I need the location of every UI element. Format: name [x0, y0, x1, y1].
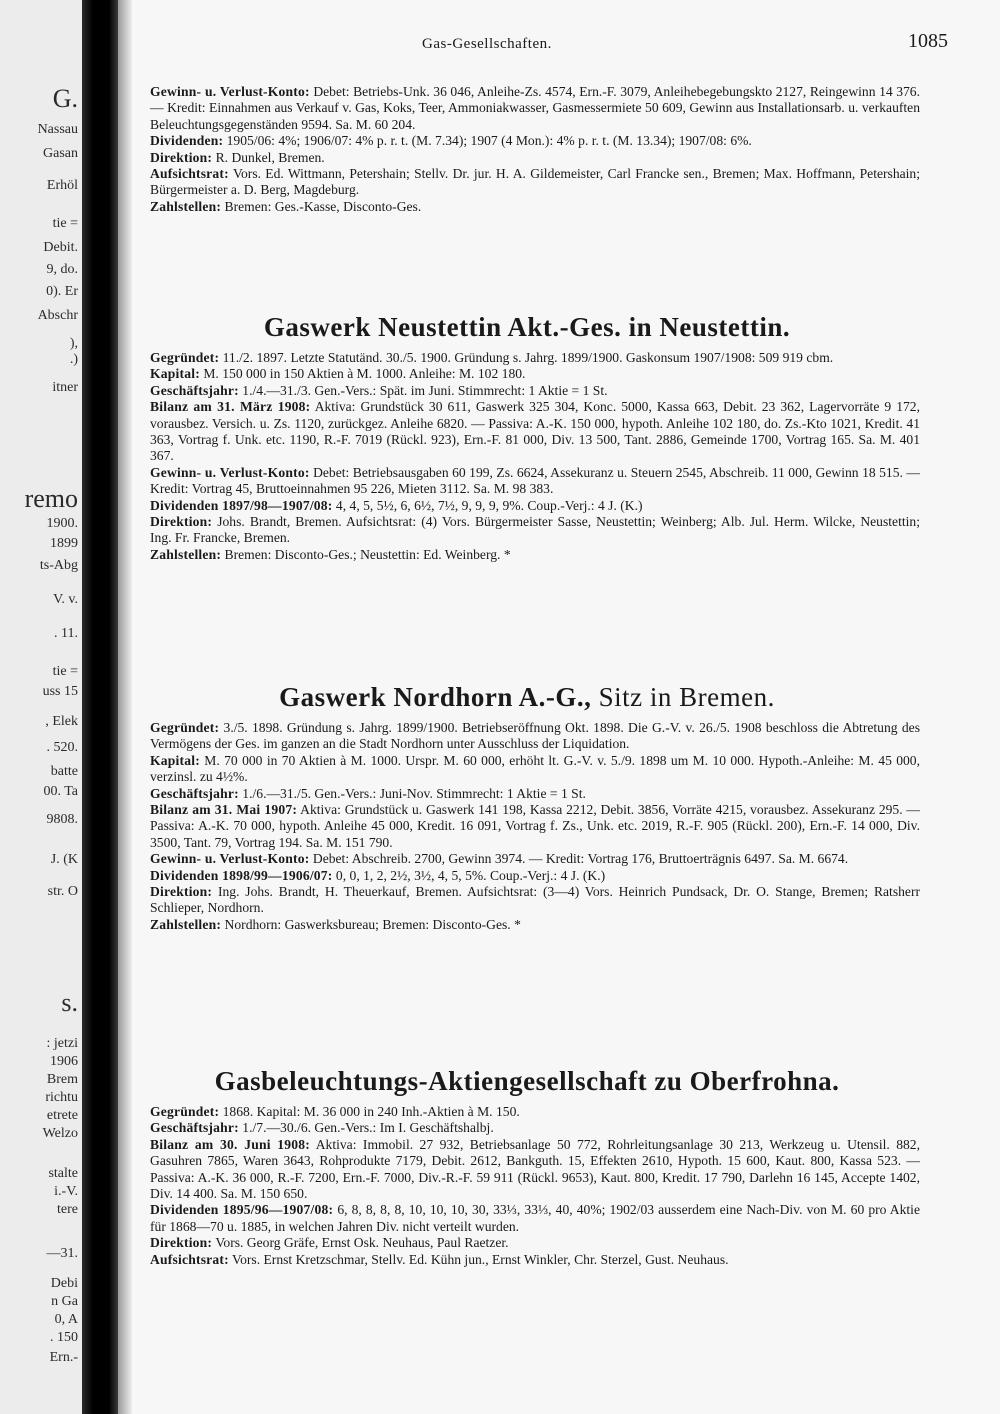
margin-fragment: 0). Er	[46, 284, 78, 299]
company-entry	[150, 720, 920, 933]
margin-fragment: 0, A	[54, 1312, 78, 1327]
company-entry	[150, 1104, 920, 1268]
field-label: Dividenden 1897/98—1907/08:	[150, 497, 333, 513]
margin-fragment: uss 15	[42, 684, 78, 699]
company-title-suffix: Sitz in Bremen.	[598, 682, 775, 712]
field-text: 11./2. 1897. Letzte Statutänd. 30./5. 1900. Gründung s. Jahrg. 1899/1900. Gaskonsum 1907/1908: 509 919 cbm.	[222, 350, 834, 365]
entry-paragraph	[150, 350, 920, 366]
company-title: Gaswerk Neustettin Akt.-Ges. in Neustettin.	[263, 312, 791, 342]
entry-paragraph	[150, 1137, 920, 1203]
entry-paragraph	[150, 851, 920, 867]
entry-paragraph	[150, 166, 920, 199]
margin-fragment: . 520.	[46, 740, 78, 755]
margin-fragment: 1899	[50, 536, 78, 551]
company-entry	[150, 350, 920, 563]
field-label: Gegründet:	[150, 350, 220, 365]
gutter-shadow	[118, 0, 132, 1414]
field-text: Debet: Betriebs-Unk. 36 046, Anleihe-Zs. 4574, Ern.-F. 3079, Anleihebegebungskto 2127, Reingewinn 14 376. — Kredit: Einnahmen aus Verkauf v. Gas, Koks, Teer, Ammoniakwasser, Gasmessermiete 50 609, Gewinn aus Installationsarb. u. verkauften Beleuchtungsgegenständen 9594. Sa. M. 60 204.	[150, 84, 920, 132]
entry-paragraph	[150, 884, 920, 917]
margin-fragment: 9, do.	[46, 262, 78, 277]
margin-fragment: Ern.-	[49, 1350, 78, 1365]
margin-fragment: Erhöl	[46, 178, 78, 193]
margin-fragment: Nassau	[37, 122, 78, 137]
field-text: Aktiva: Grundstück u. Gaswerk 141 198, Kassa 2212, Debit. 3856, Vorräte 4215, vorausbez. Assekuranz 295. — Passiva: A.-K. 70 000, hypoth. Anleihe 45 000, Kredit. 16 091, Vortrag f. Zs., Unk. etc. 2019, R.-F. 905 (Rückl. 200), Ern.-F. 14 000, Div. 3500, Tant. 79, Vortrag 194. Sa. M. 151 790.	[150, 802, 921, 850]
field-label: Aufsichtsrat:	[150, 1251, 229, 1267]
field-text: 3./5. 1898. Gründung s. Jahrg. 1899/1900. Betriebseröffnung Okt. 1898. Die G.-V. v. 26./5. 1908 beschloss die Abtretung des Vermögens der Ges. im ganzen an die Stadt Nordhorn unter Ausschluss der Liquidation.	[150, 720, 920, 752]
field-text: 1./6.—31./5. Gen.-Vers.: Juni-Nov. Stimmrecht: 1 Aktie = 1 St.	[242, 785, 586, 801]
entry-paragraph	[150, 802, 920, 851]
page-number: 1085	[908, 30, 948, 52]
margin-fragment: —31.	[46, 1246, 78, 1261]
field-text: Nordhorn: Gaswerksbureau; Bremen: Disconto-Ges. *	[224, 916, 521, 932]
field-text: 1868. Kapital: M. 36 000 in 240 Inh.-Aktien à M. 150.	[222, 1104, 520, 1119]
field-label: Gewinn- u. Verlust-Konto:	[150, 84, 310, 99]
field-text: Bremen: Disconto-Ges.; Neustettin: Ed. Weinberg. *	[224, 546, 511, 562]
margin-fragment: n Ga	[51, 1294, 78, 1309]
margin-fragment: G.	[52, 84, 78, 113]
company-heading	[132, 682, 922, 713]
field-text: Vors. Ed. Wittmann, Petershain; Stellv. Dr. jur. H. A. Gildemeister, Carl Francke sen., Bremen; Max. Hoffmann, Petershain; Bürgermeister a. D. Berg, Magdeburg.	[150, 166, 921, 198]
field-label: Kapital:	[150, 752, 200, 768]
margin-fragment: 9808.	[46, 812, 78, 827]
margin-fragment: , Elek	[45, 714, 78, 729]
field-text: Aktiva: Grundstück 30 611, Gaswerk 325 304, Konc. 5000, Kassa 663, Debit. 23 362, Lagervorräte 9 172, vorausbez. Versich. u. Zs. 1120, zurückgez. Anleihe 6820. — Passiva: A.-K. 150 000, hypoth. Anleihe 102 180, do. Zs.-Kto 1021, Kredit. 41 363, Vortrag f. Unk. etc. 1190, R.-F. 7019 (Rückl. 923), Ern.-F. 81 000, Div. 13 500, Tant. 2886, Gemeinde 1700, Vortrag 165. Sa. M. 401 367.	[150, 399, 920, 464]
entry-paragraph	[150, 1120, 920, 1136]
field-text: Bremen: Ges.-Kasse, Disconto-Ges.	[224, 198, 422, 214]
field-text: Debet: Abschreib. 2700, Gewinn 3974. — Kredit: Vortrag 176, Bruttoerträgnis 6497. Sa. M. 6674.	[312, 851, 849, 867]
field-label: Direktion:	[150, 149, 213, 165]
entry-paragraph	[150, 720, 920, 753]
margin-fragment: . 150	[50, 1330, 78, 1345]
entry-paragraph	[150, 84, 920, 133]
field-text: 1./4.—31./3. Gen.-Vers.: Spät. im Juni. Stimmrecht: 1 Aktie = 1 St.	[242, 382, 608, 398]
entry-paragraph	[150, 1104, 920, 1120]
entry-paragraph	[150, 498, 920, 514]
field-label: Direktion:	[150, 1235, 213, 1251]
company-heading	[132, 312, 922, 343]
field-text: Vors. Georg Gräfe, Ernst Osk. Neuhaus, Paul Raetzer.	[215, 1235, 509, 1251]
field-label: Dividenden:	[150, 133, 224, 149]
entry-paragraph	[150, 547, 920, 563]
margin-fragment: tere	[57, 1202, 78, 1217]
entry-paragraph	[150, 917, 920, 933]
field-label: Kapital:	[150, 366, 200, 382]
margin-fragment: J. (K	[50, 852, 78, 867]
margin-fragment: ),	[69, 336, 78, 351]
field-label: Gegründet:	[150, 1104, 220, 1119]
field-label: Geschäftsjahr:	[150, 1120, 239, 1136]
field-text: M. 150 000 in 150 Aktien à M. 1000. Anleihe: M. 102 180.	[203, 366, 526, 382]
field-text: Aktiva: Immobil. 27 932, Betriebsanlage 50 772, Rohrleitungsanlage 30 213, Werkzeug u. Utensil. 882, Gasuhren 7865, Waren 3643, Rohprodukte 7179, Debit. 2612, Bankguth. 15, Effekten 2610, Hypoth. 15 600, Kaut. 800, Kassa 523. — Passiva: A.-K. 36 000, R.-F. 7200, Ern.-F. 7000, Div.-R.-F. 59 911 (Rückl. 9653), Kaut. 800, Kredit. 17 790, Darlehn 16 145, Accepte 1402, Div. 14 400. Sa. M. 150 650.	[150, 1136, 920, 1202]
margin-fragment: Brem	[46, 1072, 78, 1087]
field-label: Aufsichtsrat:	[150, 166, 229, 182]
entry-paragraph	[150, 366, 920, 382]
field-label: Bilanz am 31. Mai 1907:	[150, 802, 298, 818]
field-label: Gewinn- u. Verlust-Konto:	[150, 851, 310, 867]
field-text: Ing. Johs. Brandt, H. Theuerkauf, Bremen. Aufsichtsrat: (3—4) Vors. Heinrich Pundsack, Dr. O. Stange, Bremen; Ratsherr Schlieper, Nordhorn.	[150, 884, 920, 916]
margin-fragment: remo	[24, 484, 78, 513]
field-label: Zahlstellen:	[150, 198, 222, 214]
entry-paragraph	[150, 753, 920, 786]
field-label: Direktion:	[150, 884, 213, 900]
field-text: 6, 8, 8, 8, 8, 10, 10, 10, 30, 33⅓, 33⅓, 40, 40%; 1902/03 ausserdem eine Nach-Div. von M. 60 pro Aktie für 1868—70 u. 1885, in welchen Jahren Div. nicht verteilt wurden.	[150, 1202, 920, 1234]
facing-page-margin	[0, 0, 82, 1414]
field-text: Johs. Brandt, Bremen. Aufsichtsrat: (4) Vors. Bürgermeister Sasse, Neustettin; Weinberg; Alb. Jul. Herm. Wilcke, Neustettin; Ing. Fr. Francke, Bremen.	[150, 514, 920, 546]
entry-paragraph	[150, 868, 920, 884]
page	[132, 0, 1000, 1414]
entry-paragraph	[150, 150, 920, 166]
margin-fragment: tie =	[52, 664, 78, 679]
margin-fragment: . 11.	[54, 626, 78, 641]
margin-fragment: 00. Ta	[43, 784, 78, 799]
field-text: 4, 4, 5, 5½, 6, 6½, 7½, 9, 9, 9, 9%. Coup.-Verj.: 4 J. (K.)	[335, 497, 643, 513]
margin-fragment: s.	[61, 988, 78, 1017]
entry-paragraph	[150, 399, 920, 465]
field-label: Zahlstellen:	[150, 546, 222, 562]
field-text: 1905/06: 4%; 1906/07: 4% p. r. t. (M. 7.34); 1907 (4 Mon.): 4% p. r. t. (M. 13.34); 1907/08: 6%.	[226, 133, 752, 149]
margin-fragment: Welzo	[42, 1126, 78, 1141]
margin-fragment: 1906	[50, 1054, 78, 1069]
entry-paragraph	[150, 199, 920, 215]
field-label: Bilanz am 30. Juni 1908:	[150, 1136, 311, 1152]
field-text: R. Dunkel, Bremen.	[215, 149, 325, 165]
margin-fragment: itner	[52, 380, 78, 395]
company-title: Gasbeleuchtungs-Aktiengesellschaft zu Oberfrohna.	[214, 1066, 840, 1096]
margin-fragment: batte	[50, 764, 78, 779]
field-label: Dividenden 1895/96—1907/08:	[150, 1202, 334, 1218]
field-label: Geschäftsjahr:	[150, 785, 239, 801]
field-label: Direktion:	[150, 514, 213, 530]
margin-fragment: richtu	[45, 1090, 78, 1105]
margin-fragment: str. O	[47, 884, 78, 899]
company-title: Gaswerk Nordhorn A.-G.,	[279, 682, 592, 712]
margin-fragment: : jetzi	[46, 1036, 78, 1051]
field-label: Zahlstellen:	[150, 916, 222, 932]
field-label: Gegründet:	[150, 720, 220, 735]
field-text: 1./7.—30./6. Gen.-Vers.: Im I. Geschäftshalbj.	[242, 1120, 494, 1136]
margin-fragment: stalte	[48, 1166, 78, 1181]
book-gutter	[82, 0, 118, 1414]
margin-fragment: V. v.	[53, 592, 78, 607]
margin-fragment: 1900.	[46, 516, 78, 531]
margin-fragment: Abschr	[37, 308, 78, 323]
margin-fragment: .)	[69, 352, 78, 367]
margin-fragment: Gasan	[43, 146, 78, 161]
company-heading	[132, 1066, 922, 1097]
entry-paragraph	[150, 786, 920, 802]
entry-paragraph	[150, 514, 920, 547]
margin-fragment: etrete	[46, 1108, 78, 1123]
field-label: Dividenden 1898/99—1906/07:	[150, 867, 333, 883]
entry-paragraph	[150, 133, 920, 149]
margin-fragment: Debi	[50, 1276, 78, 1291]
field-text: 0, 0, 1, 2, 2½, 3½, 4, 5, 5%. Coup.-Verj.: 4 J. (K.)	[335, 867, 606, 883]
field-text: M. 70 000 in 70 Aktien à M. 1000. Urspr. M. 60 000, erhöht lt. G.-V. v. 5./9. 1898 um M. 10 000. Hypoth.-Anleihe: M. 45 000, verzinsl. zu 4½%.	[150, 752, 920, 785]
margin-fragment: i.-V.	[54, 1184, 78, 1199]
field-label: Geschäftsjahr:	[150, 382, 239, 398]
entry-paragraph	[150, 1235, 920, 1251]
field-text: Vors. Ernst Kretzschmar, Stellv. Ed. Kühn jun., Ernst Winkler, Chr. Sterzel, Gust. Neuhaus.	[232, 1251, 729, 1267]
field-text: Debet: Betriebsausgaben 60 199, Zs. 6624, Assekuranz u. Steuern 2545, Abschreib. 11 000, Gewinn 18 515. — Kredit: Vortrag 45, Bruttoeinnahmen 95 226, Mieten 3112. Sa. M. 98 383.	[150, 464, 920, 497]
continuation-entry	[150, 84, 920, 215]
margin-fragment: Debit.	[43, 240, 78, 255]
running-head: Gas-Gesellschaften.	[422, 36, 552, 52]
field-label: Bilanz am 31. März 1908:	[150, 399, 311, 415]
margin-fragment: tie =	[52, 216, 78, 231]
entry-paragraph	[150, 383, 920, 399]
margin-fragment: ts-Abg	[39, 558, 78, 573]
entry-paragraph	[150, 1202, 920, 1235]
entry-paragraph	[150, 465, 920, 498]
entry-paragraph	[150, 1252, 920, 1268]
field-label: Gewinn- u. Verlust-Konto:	[150, 464, 310, 480]
